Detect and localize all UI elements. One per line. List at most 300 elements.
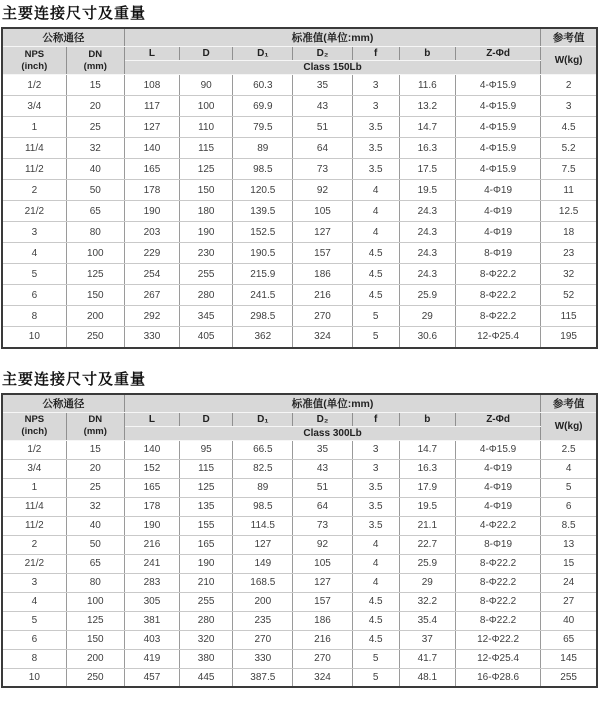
table-cell: 3 xyxy=(352,75,399,96)
table-cell: 5 xyxy=(541,478,597,497)
table-cell: 80 xyxy=(66,573,124,592)
table-cell: 21/2 xyxy=(2,554,66,573)
page-title: 主要连接尺寸及重量 xyxy=(2,5,147,22)
table-cell: 92 xyxy=(293,180,352,201)
table-cell: 305 xyxy=(124,592,179,611)
table-cell: 24.3 xyxy=(399,222,455,243)
table-cell: 270 xyxy=(233,630,293,649)
table-cell: 90 xyxy=(180,75,233,96)
table-cell: 11 xyxy=(541,180,597,201)
table-section-150lb xyxy=(1,2,599,349)
dimensions-table-300lb xyxy=(1,393,598,689)
table-cell: 11/4 xyxy=(2,138,66,159)
table-cell: 8.5 xyxy=(541,516,597,535)
table-cell: 216 xyxy=(293,285,352,306)
table-cell: 8 xyxy=(2,649,66,668)
table-cell: 5 xyxy=(352,306,399,327)
col-header-dn-line2: (mm) xyxy=(83,426,107,437)
table-cell: 24.3 xyxy=(399,264,455,285)
col-header-dn-line2: (mm) xyxy=(83,60,107,72)
col-header-l: L xyxy=(124,412,179,426)
table-cell: 419 xyxy=(124,649,179,668)
table-cell: 37 xyxy=(399,630,455,649)
table-cell: 4-Φ19 xyxy=(455,222,540,243)
table-cell: 270 xyxy=(293,306,352,327)
table-cell: 250 xyxy=(66,668,124,687)
table-row xyxy=(2,611,597,630)
table-cell: 35 xyxy=(293,440,352,459)
table-cell: 380 xyxy=(180,649,233,668)
table-cell: 4.5 xyxy=(352,611,399,630)
table-cell: 1/2 xyxy=(2,75,66,96)
table-row xyxy=(2,630,597,649)
table-cell: 387.5 xyxy=(233,668,293,687)
table-cell: 24 xyxy=(541,573,597,592)
table-cell: 98.5 xyxy=(233,497,293,516)
table-cell: 13 xyxy=(541,535,597,554)
table-cell: 292 xyxy=(124,306,179,327)
col-group-standard-value: 标准值(单位:mm) xyxy=(124,394,540,413)
table-cell: 216 xyxy=(124,535,179,554)
header-group-row xyxy=(2,394,597,413)
table-cell: 2 xyxy=(541,75,597,96)
table-cell: 8-Φ22.2 xyxy=(455,285,540,306)
table-cell: 105 xyxy=(293,554,352,573)
table-cell: 4-Φ19 xyxy=(455,478,540,497)
table-cell: 3.5 xyxy=(352,478,399,497)
col-header-z-phi-d: Z-Φd xyxy=(455,47,540,61)
table-cell: 16.3 xyxy=(399,138,455,159)
table-cell: 3 xyxy=(541,96,597,117)
table-cell: 125 xyxy=(180,159,233,180)
table-cell: 4-Φ19 xyxy=(455,497,540,516)
table-row xyxy=(2,306,597,327)
table-cell: 6 xyxy=(2,630,66,649)
col-header-nps xyxy=(2,412,66,440)
table-cell: 15 xyxy=(541,554,597,573)
table-cell: 4-Φ19 xyxy=(455,201,540,222)
table-cell: 120.5 xyxy=(233,180,293,201)
col-header-d: D xyxy=(180,412,233,426)
table-cell: 254 xyxy=(124,264,179,285)
table-cell: 29 xyxy=(399,306,455,327)
table-cell: 149 xyxy=(233,554,293,573)
table-cell: 89 xyxy=(233,138,293,159)
table-cell: 30.6 xyxy=(399,327,455,348)
col-header-l: L xyxy=(124,47,179,61)
col-header-b: b xyxy=(399,47,455,61)
table-cell: 117 xyxy=(124,96,179,117)
table-cell: 3 xyxy=(352,440,399,459)
table-cell: 115 xyxy=(180,459,233,478)
table-cell: 5.2 xyxy=(541,138,597,159)
table-row xyxy=(2,201,597,222)
table-cell: 4 xyxy=(541,459,597,478)
table-cell: 3/4 xyxy=(2,96,66,117)
table-cell: 43 xyxy=(293,459,352,478)
table-row xyxy=(2,649,597,668)
table-cell: 5 xyxy=(2,264,66,285)
table-cell: 50 xyxy=(66,535,124,554)
table-cell: 16.3 xyxy=(399,459,455,478)
table-cell: 25.9 xyxy=(399,285,455,306)
table-cell: 24.3 xyxy=(399,201,455,222)
table-cell: 100 xyxy=(180,96,233,117)
table-cell: 21/2 xyxy=(2,201,66,222)
table-cell: 250 xyxy=(66,327,124,348)
table-cell: 180 xyxy=(180,201,233,222)
table-cell: 157 xyxy=(293,243,352,264)
table-cell: 110 xyxy=(180,117,233,138)
table-row xyxy=(2,75,597,96)
table-cell: 64 xyxy=(293,138,352,159)
table-cell: 8-Φ22.2 xyxy=(455,306,540,327)
table-cell: 2 xyxy=(2,535,66,554)
table-cell: 35.4 xyxy=(399,611,455,630)
table-cell: 3 xyxy=(2,222,66,243)
table-cell: 65 xyxy=(66,201,124,222)
table-cell: 190 xyxy=(124,516,179,535)
table-cell: 4-Φ22.2 xyxy=(455,516,540,535)
table-cell: 114.5 xyxy=(233,516,293,535)
table-cell: 66.5 xyxy=(233,440,293,459)
table-cell: 35 xyxy=(293,75,352,96)
table-cell: 255 xyxy=(180,592,233,611)
col-header-d1: D₁ xyxy=(233,412,293,426)
table-cell: 22.7 xyxy=(399,535,455,554)
col-group-nominal-diameter: 公称通径 xyxy=(2,394,124,413)
table-cell: 40 xyxy=(66,159,124,180)
table-cell: 100 xyxy=(66,243,124,264)
table-cell: 230 xyxy=(180,243,233,264)
table-row xyxy=(2,668,597,687)
table-row xyxy=(2,117,597,138)
table-cell: 4-Φ15.9 xyxy=(455,117,540,138)
table-cell: 145 xyxy=(541,649,597,668)
table-cell: 178 xyxy=(124,497,179,516)
table-cell: 4-Φ15.9 xyxy=(455,96,540,117)
col-header-d2: D₂ xyxy=(293,412,352,426)
table-cell: 50 xyxy=(66,180,124,201)
table-cell: 241.5 xyxy=(233,285,293,306)
table-cell: 139.5 xyxy=(233,201,293,222)
col-header-d: D xyxy=(180,47,233,61)
table-cell: 445 xyxy=(180,668,233,687)
table-cell: 5 xyxy=(2,611,66,630)
table-cell: 115 xyxy=(180,138,233,159)
table-row xyxy=(2,327,597,348)
table-row xyxy=(2,573,597,592)
table-cell: 25 xyxy=(66,117,124,138)
table-row xyxy=(2,243,597,264)
table-cell: 140 xyxy=(124,440,179,459)
table-cell: 40 xyxy=(66,516,124,535)
col-group-reference-value: 参考值 xyxy=(541,28,597,47)
table-cell: 127 xyxy=(293,573,352,592)
table-cell: 21.1 xyxy=(399,516,455,535)
table-cell: 82.5 xyxy=(233,459,293,478)
col-header-z-phi-d: Z-Φd xyxy=(455,412,540,426)
table-row xyxy=(2,159,597,180)
table-cell: 8-Φ22.2 xyxy=(455,264,540,285)
table-body xyxy=(2,75,597,348)
table-cell: 1 xyxy=(2,117,66,138)
table-row xyxy=(2,516,597,535)
col-header-weight: W(kg) xyxy=(541,412,597,440)
table-cell: 115 xyxy=(541,306,597,327)
col-header-nps-line1: NPS xyxy=(24,414,45,426)
table-cell: 298.5 xyxy=(233,306,293,327)
table-cell: 324 xyxy=(293,668,352,687)
table-row xyxy=(2,554,597,573)
table-cell: 4 xyxy=(352,554,399,573)
table-cell: 4 xyxy=(2,592,66,611)
table-cell: 186 xyxy=(293,611,352,630)
table-cell: 29 xyxy=(399,573,455,592)
table-cell: 200 xyxy=(66,306,124,327)
table-cell: 1/2 xyxy=(2,440,66,459)
table-cell: 32 xyxy=(541,264,597,285)
table-cell: 23 xyxy=(541,243,597,264)
col-group-standard-value: 标准值(单位:mm) xyxy=(124,28,540,47)
table-row xyxy=(2,459,597,478)
table-cell: 64 xyxy=(293,497,352,516)
table-cell: 8-Φ19 xyxy=(455,243,540,264)
table-cell: 17.5 xyxy=(399,159,455,180)
table-cell: 200 xyxy=(233,592,293,611)
table-cell: 41.7 xyxy=(399,649,455,668)
table-cell: 330 xyxy=(124,327,179,348)
table-cell: 3 xyxy=(352,459,399,478)
table-row xyxy=(2,285,597,306)
table-cell: 4 xyxy=(2,243,66,264)
table-cell: 8 xyxy=(2,306,66,327)
table-cell: 3.5 xyxy=(352,516,399,535)
col-group-reference-value: 参考值 xyxy=(541,394,597,413)
table-cell: 4 xyxy=(352,535,399,554)
table-cell: 280 xyxy=(180,611,233,630)
table-cell: 95 xyxy=(180,440,233,459)
table-cell: 152 xyxy=(124,459,179,478)
table-cell: 8-Φ22.2 xyxy=(455,592,540,611)
table-cell: 89 xyxy=(233,478,293,497)
col-header-d2: D₂ xyxy=(293,47,352,61)
table-cell: 25 xyxy=(66,478,124,497)
table-cell: 127 xyxy=(124,117,179,138)
table-cell: 2.5 xyxy=(541,440,597,459)
table-cell: 43 xyxy=(293,96,352,117)
table-cell: 5 xyxy=(352,649,399,668)
table-header xyxy=(2,28,597,75)
table-cell: 457 xyxy=(124,668,179,687)
table-cell: 3 xyxy=(352,96,399,117)
table-cell: 60.3 xyxy=(233,75,293,96)
dimensions-table-150lb xyxy=(1,27,598,349)
table-cell: 4-Φ19 xyxy=(455,459,540,478)
table-cell: 32.2 xyxy=(399,592,455,611)
table-cell: 25.9 xyxy=(399,554,455,573)
table-cell: 11/2 xyxy=(2,159,66,180)
col-header-dn xyxy=(66,47,124,75)
table-cell: 16-Φ28.6 xyxy=(455,668,540,687)
table-cell: 345 xyxy=(180,306,233,327)
table-cell: 108 xyxy=(124,75,179,96)
table-section-300lb xyxy=(1,368,599,689)
table-cell: 168.5 xyxy=(233,573,293,592)
table-cell: 10 xyxy=(2,327,66,348)
table-cell: 190 xyxy=(180,222,233,243)
table-cell: 5 xyxy=(352,327,399,348)
table-row xyxy=(2,592,597,611)
table-cell: 195 xyxy=(541,327,597,348)
table-cell: 52 xyxy=(541,285,597,306)
table-cell: 140 xyxy=(124,138,179,159)
table-cell: 13.2 xyxy=(399,96,455,117)
table-cell: 125 xyxy=(180,478,233,497)
table-cell: 4-Φ19 xyxy=(455,180,540,201)
class-row-label: Class 150Lb xyxy=(124,61,540,75)
table-cell: 190 xyxy=(180,554,233,573)
table-cell: 92 xyxy=(293,535,352,554)
table-cell: 4 xyxy=(352,180,399,201)
table-cell: 80 xyxy=(66,222,124,243)
table-cell: 51 xyxy=(293,478,352,497)
table-row xyxy=(2,535,597,554)
table-cell: 216 xyxy=(293,630,352,649)
table-cell: 8-Φ22.2 xyxy=(455,554,540,573)
table-row xyxy=(2,96,597,117)
table-cell: 79.5 xyxy=(233,117,293,138)
table-cell: 157 xyxy=(293,592,352,611)
table-cell: 10 xyxy=(2,668,66,687)
col-header-weight: W(kg) xyxy=(541,47,597,75)
table-cell: 1 xyxy=(2,478,66,497)
table-cell: 15 xyxy=(66,440,124,459)
header-group-row xyxy=(2,28,597,47)
col-header-nps-line1: NPS xyxy=(24,48,45,60)
table-cell: 324 xyxy=(293,327,352,348)
table-cell: 267 xyxy=(124,285,179,306)
table-cell: 403 xyxy=(124,630,179,649)
table-cell: 203 xyxy=(124,222,179,243)
table-cell: 11.6 xyxy=(399,75,455,96)
table-cell: 270 xyxy=(293,649,352,668)
table-cell: 12-Φ22.2 xyxy=(455,630,540,649)
class-row-label: Class 300Lb xyxy=(124,426,540,440)
col-header-d1: D₁ xyxy=(233,47,293,61)
table-cell: 3.5 xyxy=(352,138,399,159)
table-cell: 69.9 xyxy=(233,96,293,117)
table-cell: 4.5 xyxy=(352,592,399,611)
table-cell: 65 xyxy=(541,630,597,649)
table-cell: 186 xyxy=(293,264,352,285)
table-cell: 255 xyxy=(541,668,597,687)
table-cell: 11/2 xyxy=(2,516,66,535)
table-header xyxy=(2,394,597,441)
table-cell: 14.7 xyxy=(399,440,455,459)
table-cell: 32 xyxy=(66,138,124,159)
page-title-2: 主要连接尺寸及重量 xyxy=(2,370,147,388)
table-cell: 135 xyxy=(180,497,233,516)
col-header-nps xyxy=(2,47,66,75)
table-cell: 3.5 xyxy=(352,497,399,516)
table-cell: 4.5 xyxy=(352,243,399,264)
col-header-f: f xyxy=(352,412,399,426)
table-cell: 4.5 xyxy=(352,264,399,285)
table-cell: 127 xyxy=(233,535,293,554)
table-cell: 150 xyxy=(66,630,124,649)
table-cell: 125 xyxy=(66,264,124,285)
table-cell: 4 xyxy=(352,201,399,222)
table-cell: 165 xyxy=(124,478,179,497)
table-cell: 20 xyxy=(66,96,124,117)
table-row xyxy=(2,497,597,516)
table-row xyxy=(2,138,597,159)
table-cell: 32 xyxy=(66,497,124,516)
table-cell: 4-Φ15.9 xyxy=(455,138,540,159)
table-cell: 17.9 xyxy=(399,478,455,497)
table-cell: 105 xyxy=(293,201,352,222)
table-cell: 125 xyxy=(66,611,124,630)
table-cell: 2 xyxy=(2,180,66,201)
table-cell: 4 xyxy=(352,573,399,592)
table-cell: 165 xyxy=(180,535,233,554)
header-dim-row xyxy=(2,412,597,426)
table-cell: 320 xyxy=(180,630,233,649)
table-cell: 6 xyxy=(2,285,66,306)
table-cell: 280 xyxy=(180,285,233,306)
table-cell: 51 xyxy=(293,117,352,138)
table-cell: 100 xyxy=(66,592,124,611)
table-cell: 8-Φ22.2 xyxy=(455,611,540,630)
table-cell: 6 xyxy=(541,497,597,516)
table-cell: 12-Φ25.4 xyxy=(455,327,540,348)
table-cell: 7.5 xyxy=(541,159,597,180)
table-cell: 405 xyxy=(180,327,233,348)
table-row xyxy=(2,222,597,243)
table-cell: 8-Φ22.2 xyxy=(455,573,540,592)
table-cell: 4 xyxy=(352,222,399,243)
table-row xyxy=(2,264,597,285)
col-header-dn-line1: DN xyxy=(88,414,103,426)
table-cell: 283 xyxy=(124,573,179,592)
col-header-nps-line2: (inch) xyxy=(21,60,48,72)
table-row xyxy=(2,478,597,497)
table-cell: 73 xyxy=(293,516,352,535)
table-cell: 150 xyxy=(180,180,233,201)
table-cell: 4-Φ15.9 xyxy=(455,75,540,96)
table-cell: 155 xyxy=(180,516,233,535)
table-cell: 15 xyxy=(66,75,124,96)
table-cell: 14.7 xyxy=(399,117,455,138)
table-cell: 18 xyxy=(541,222,597,243)
table-cell: 12-Φ25.4 xyxy=(455,649,540,668)
table-cell: 4-Φ15.9 xyxy=(455,440,540,459)
table-cell: 127 xyxy=(293,222,352,243)
table-cell: 4.5 xyxy=(352,630,399,649)
table-cell: 3.5 xyxy=(352,159,399,180)
table-cell: 3.5 xyxy=(352,117,399,138)
col-header-b: b xyxy=(399,412,455,426)
table-cell: 200 xyxy=(66,649,124,668)
table-cell: 235 xyxy=(233,611,293,630)
table-cell: 241 xyxy=(124,554,179,573)
table-cell: 27 xyxy=(541,592,597,611)
col-header-nps-line2: (inch) xyxy=(21,426,48,437)
table-cell: 255 xyxy=(180,264,233,285)
table-cell: 330 xyxy=(233,649,293,668)
table-cell: 8-Φ19 xyxy=(455,535,540,554)
